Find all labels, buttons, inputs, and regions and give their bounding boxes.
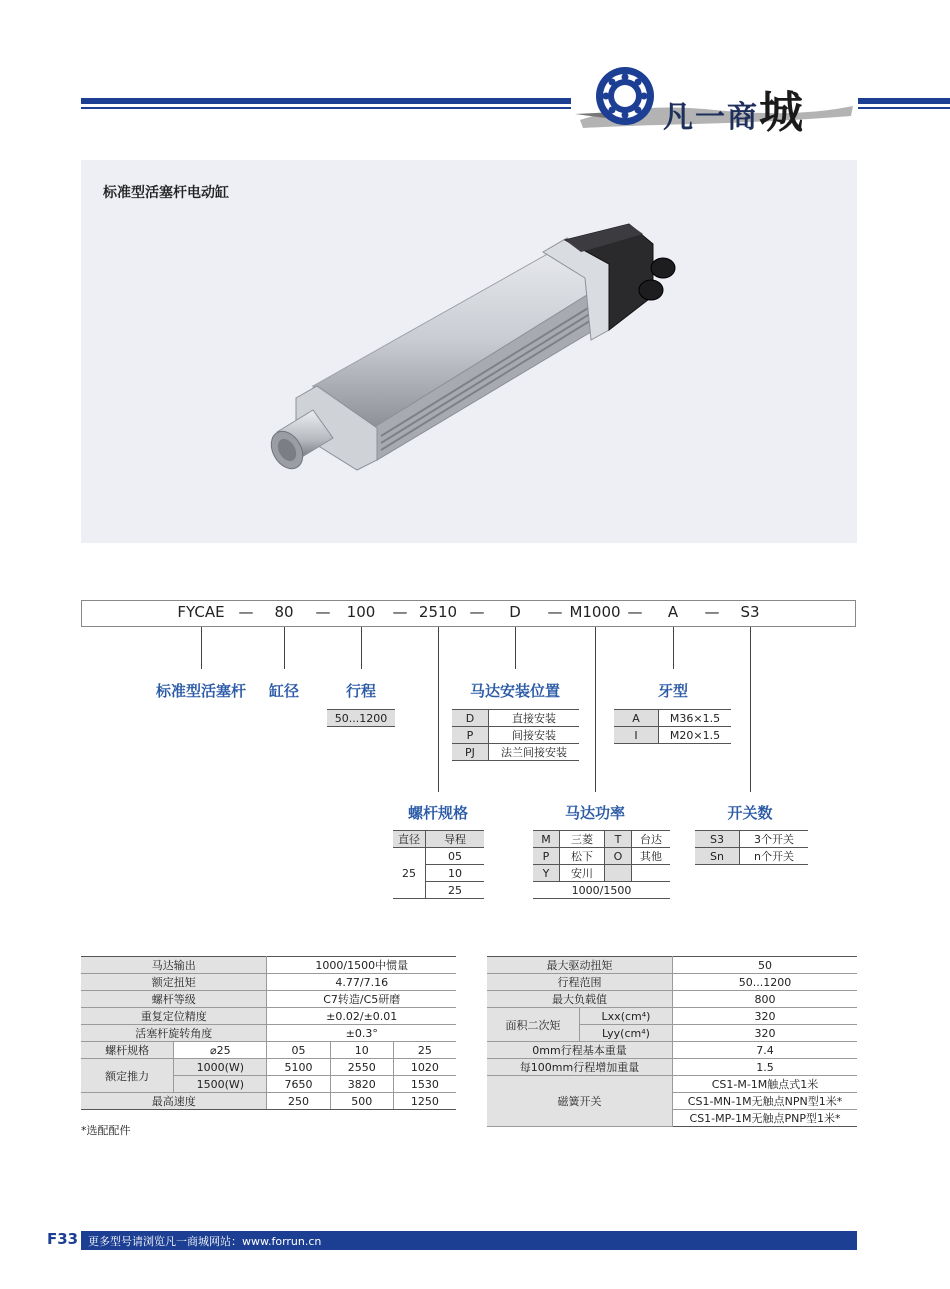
- spec-label: 最大负载值: [487, 991, 673, 1008]
- code-dash: —: [704, 603, 720, 621]
- motor-power-table: [533, 830, 670, 899]
- product-title: 标准型活塞杆电动缸: [103, 185, 229, 201]
- spec-value: CS1-MN-1M无触点NPN型1米*: [673, 1093, 858, 1110]
- label-motor-mount: 马达安装位置: [469, 682, 561, 700]
- spec-label: 行程范围: [487, 974, 673, 991]
- thread-desc: M20×1.5: [659, 727, 732, 744]
- brand-logo: [575, 62, 855, 138]
- stroke-range-table: [327, 709, 395, 727]
- code-dash: —: [469, 603, 485, 621]
- label-thread: 牙型: [657, 682, 689, 700]
- leader-line: [201, 627, 202, 669]
- spec-value: 50: [673, 957, 858, 974]
- code-dash: —: [627, 603, 643, 621]
- spec-value: CS1-MP-1M无触点PNP型1米*: [673, 1110, 858, 1127]
- spec-value: 7.4: [673, 1042, 858, 1059]
- spec-value: C7转造/C5研磨: [267, 991, 456, 1008]
- screw-header-diameter: 直径: [393, 831, 426, 848]
- screw-table: [393, 830, 484, 899]
- spec-value: 50...1200: [673, 974, 858, 991]
- electric-cylinder-image: [81, 160, 857, 543]
- spec-value: 1000/1500中惯量: [267, 957, 456, 974]
- leader-line: [515, 627, 516, 669]
- spec-value: 5100: [267, 1059, 330, 1076]
- thread-code: I: [614, 727, 659, 744]
- spec-value: CS1-M-1M触点式1米: [673, 1076, 858, 1093]
- mount-code: D: [452, 710, 489, 727]
- code-thread: A: [667, 603, 679, 621]
- spec-value: 2550: [330, 1059, 393, 1076]
- label-screw: 螺杆规格: [407, 804, 469, 822]
- header-bar-left-thin: [81, 107, 571, 109]
- motor-brand: 台达: [632, 831, 671, 848]
- mount-code: P: [452, 727, 489, 744]
- thread-table: [614, 709, 731, 744]
- thread-code: A: [614, 710, 659, 727]
- header-bar-right-thin: [858, 107, 950, 109]
- switch-table: [695, 830, 808, 865]
- label-bore: 缸径: [268, 682, 300, 700]
- switch-code: S3: [695, 831, 740, 848]
- spec-label: 螺杆规格: [81, 1042, 174, 1059]
- screw-header-lead: 导程: [426, 831, 485, 848]
- spec-label: 马达输出: [81, 957, 267, 974]
- spec-value: 1250: [393, 1093, 456, 1110]
- spec-label: Lxx(cm⁴): [580, 1008, 673, 1025]
- code-dash: —: [547, 603, 563, 621]
- code-dash: —: [392, 603, 408, 621]
- spec-value: 1020: [393, 1059, 456, 1076]
- spec-label: 最高速度: [81, 1093, 267, 1110]
- motor-code: M: [533, 831, 560, 848]
- code-switch: S3: [740, 603, 760, 621]
- motor-power-values: 1000/1500: [533, 882, 670, 899]
- label-stroke: 行程: [345, 682, 377, 700]
- spec-value: 05: [267, 1042, 330, 1059]
- spec-value: ±0.3°: [267, 1025, 456, 1042]
- leader-line: [361, 627, 362, 669]
- switch-desc: n个开关: [740, 848, 809, 865]
- mount-code: PJ: [452, 744, 489, 761]
- product-image-panel: [81, 160, 857, 543]
- spec-value: ⌀25: [174, 1042, 267, 1059]
- label-type: 标准型活塞杆: [155, 682, 247, 700]
- spec-value: 320: [673, 1008, 858, 1025]
- spec-value: 1.5: [673, 1059, 858, 1076]
- code-stroke: 100: [346, 603, 376, 621]
- spec-label: 重复定位精度: [81, 1008, 267, 1025]
- thread-desc: M36×1.5: [659, 710, 732, 727]
- screw-diameter: 25: [393, 848, 426, 899]
- leader-line: [673, 627, 674, 669]
- motor-brand: 安川: [560, 865, 605, 882]
- spec-label: 额定扭矩: [81, 974, 267, 991]
- spec-table-left: [81, 956, 456, 1110]
- code-series: FYCAE: [177, 603, 225, 621]
- code-bore: 80: [274, 603, 294, 621]
- spec-label: 最大驱动扭矩: [487, 957, 673, 974]
- motor-brand-empty: [632, 865, 671, 882]
- header-bar-right: [858, 98, 950, 104]
- mount-desc: 间接安装: [489, 727, 580, 744]
- spec-value: 500: [330, 1093, 393, 1110]
- spec-value: 10: [330, 1042, 393, 1059]
- motor-code: Y: [533, 865, 560, 882]
- footer-text: 更多型号请浏览凡一商城网站：www.forrun.cn: [88, 1235, 322, 1248]
- motor-code-empty: [605, 865, 632, 882]
- spec-value: ±0.02/±0.01: [267, 1008, 456, 1025]
- code-dash: —: [238, 603, 254, 621]
- spec-label: 每100mm行程增加重量: [487, 1059, 673, 1076]
- leader-line: [750, 627, 751, 792]
- motor-code: T: [605, 831, 632, 848]
- code-dash: —: [315, 603, 331, 621]
- spec-label: 1000(W): [174, 1059, 267, 1076]
- spec-label: 螺杆等级: [81, 991, 267, 1008]
- mount-desc: 直接安装: [489, 710, 580, 727]
- motor-brand: 松下: [560, 848, 605, 865]
- motor-code: P: [533, 848, 560, 865]
- label-motor-power: 马达功率: [564, 804, 626, 822]
- footnote: *选配配件: [81, 1124, 131, 1137]
- spec-label: 活塞杆旋转角度: [81, 1025, 267, 1042]
- spec-table-right: [487, 956, 857, 1127]
- spec-value: 800: [673, 991, 858, 1008]
- page-number: F33: [47, 1230, 79, 1248]
- screw-lead: 25: [426, 882, 485, 899]
- motor-code: O: [605, 848, 632, 865]
- spec-value: 25: [393, 1042, 456, 1059]
- spec-value: 1530: [393, 1076, 456, 1093]
- spec-value: 3820: [330, 1076, 393, 1093]
- spec-label: Lyy(cm⁴): [580, 1025, 673, 1042]
- leader-line: [595, 627, 596, 792]
- code-motor: M1000: [569, 603, 621, 621]
- spec-label: 面积二次矩: [487, 1008, 580, 1042]
- spec-value: 320: [673, 1025, 858, 1042]
- spec-value: 7650: [267, 1076, 330, 1093]
- spec-label: 0mm行程基本重量: [487, 1042, 673, 1059]
- leader-line: [438, 627, 439, 792]
- motor-mount-table: [452, 709, 579, 761]
- spec-label: 1500(W): [174, 1076, 267, 1093]
- mount-desc: 法兰间接安装: [489, 744, 580, 761]
- spec-value: 4.77/7.16: [267, 974, 456, 991]
- brand-name: [663, 76, 805, 140]
- motor-brand: 其他: [632, 848, 671, 865]
- leader-line: [284, 627, 285, 669]
- brand-name-big: 城: [759, 87, 805, 138]
- spec-label: 磁簧开关: [487, 1076, 673, 1127]
- label-switch: 开关数: [727, 804, 773, 822]
- code-mount: D: [509, 603, 521, 621]
- spec-label: 额定推力: [81, 1059, 174, 1093]
- bearing-ring-icon: [593, 64, 657, 128]
- brand-name-small: 凡一商: [663, 100, 759, 135]
- stroke-range-value: 50...1200: [327, 710, 395, 727]
- screw-lead: 10: [426, 865, 485, 882]
- code-screw: 2510: [418, 603, 458, 621]
- motor-brand: 三菱: [560, 831, 605, 848]
- screw-lead: 05: [426, 848, 485, 865]
- header-bar-left: [81, 98, 571, 104]
- spec-value: 250: [267, 1093, 330, 1110]
- switch-code: Sn: [695, 848, 740, 865]
- switch-desc: 3个开关: [740, 831, 809, 848]
